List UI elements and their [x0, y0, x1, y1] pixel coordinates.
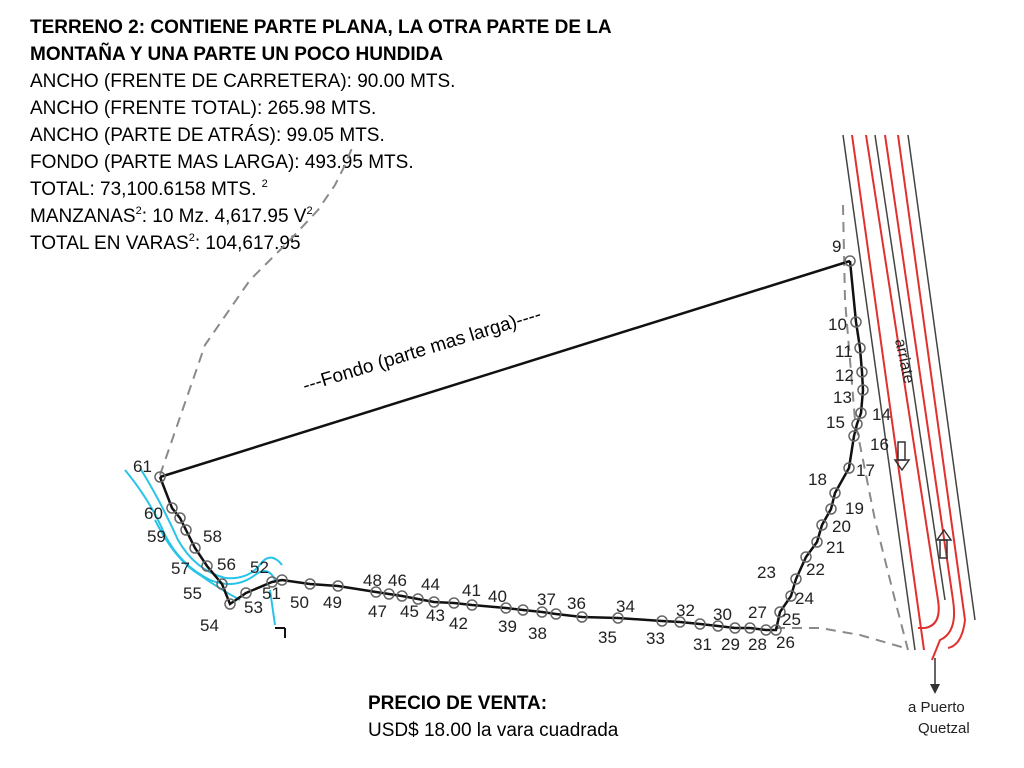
fondo-line: [160, 261, 850, 477]
survey-point-label-54: 54: [200, 616, 219, 635]
destination-label-line-1: a Puerto: [908, 699, 965, 716]
survey-point-label-43: 43: [426, 606, 445, 625]
survey-point-label-61: 61: [133, 457, 152, 476]
survey-point-label-31: 31: [693, 635, 712, 654]
survey-point-label-15: 15: [826, 413, 845, 432]
info-manzanas-value-sup: 2: [306, 205, 313, 217]
survey-point-label-42: 42: [449, 614, 468, 633]
survey-point-label-23: 23: [757, 563, 776, 582]
info-title-line-2: MONTAÑA Y UNA PARTE UN POCO HUNDIDA: [30, 44, 444, 65]
survey-point-label-13: 13: [833, 388, 852, 407]
survey-point-label-56: 56: [217, 555, 236, 574]
survey-point-label-27: 27: [748, 603, 767, 622]
survey-point-label-53: 53: [244, 598, 263, 617]
survey-point-label-36: 36: [567, 594, 586, 613]
survey-point-label-12: 12: [835, 366, 854, 385]
info-manzanas-value: : 10 Mz. 4,617.95 V: [141, 206, 307, 227]
info-title-line-1: TERRENO 2: CONTIENE PARTE PLANA, LA OTRA PARTE DE LA: [30, 17, 612, 38]
road-u-turn-edge: [932, 600, 954, 660]
info-manzanas-sup: 2: [135, 205, 142, 217]
survey-point-label-50: 50: [290, 593, 309, 612]
survey-point-label-40: 40: [488, 587, 507, 606]
survey-point-label-57: 57: [171, 559, 190, 578]
survey-point-label-39: 39: [498, 617, 517, 636]
road-red-line-3: [885, 135, 953, 600]
survey-point-label-59: 59: [147, 527, 166, 546]
survey-point-label-28: 28: [748, 635, 767, 654]
survey-point-label-29: 29: [721, 635, 740, 654]
road-edge-left: [843, 135, 918, 650]
survey-point-label-26: 26: [776, 633, 795, 652]
survey-point-label-10: 10: [828, 315, 847, 334]
survey-point-label-9: 9: [832, 237, 842, 256]
survey-point-label-47: 47: [368, 602, 387, 621]
info-varas-sup: 2: [188, 232, 195, 244]
road-exit-curve: [948, 620, 965, 648]
arriate-label: arriate: [891, 337, 918, 386]
survey-point-label-35: 35: [598, 628, 617, 647]
survey-point-label-33: 33: [646, 629, 665, 648]
survey-point-label-24: 24: [795, 589, 814, 608]
info-fondo: FONDO (PARTE MAS LARGA): 493.95 MTS.: [30, 152, 414, 173]
survey-point-label-55: 55: [183, 584, 202, 603]
survey-point-label-60: 60: [144, 504, 163, 523]
info-ancho-atras: ANCHO (PARTE DE ATRÁS): 99.05 MTS.: [30, 125, 385, 146]
survey-point-label-58: 58: [203, 527, 222, 546]
survey-point-label-45: 45: [400, 602, 419, 621]
survey-point-label-41: 41: [462, 581, 481, 600]
info-ancho-carretera: ANCHO (FRENTE DE CARRETERA): 90.00 MTS.: [30, 71, 456, 92]
survey-point-label-25: 25: [782, 610, 801, 629]
survey-point-label-34: 34: [616, 597, 635, 616]
info-varas-label: TOTAL EN VARAS: [30, 233, 189, 254]
survey-point-label-18: 18: [808, 470, 827, 489]
survey-point-label-21: 21: [826, 538, 845, 557]
fondo-label: ---Fondo (parte mas larga)----: [300, 304, 544, 397]
survey-point-label-30: 30: [713, 605, 732, 624]
info-total-sup: 2: [261, 178, 268, 190]
road-edge-right: [908, 135, 975, 620]
survey-point-label-44: 44: [421, 575, 440, 594]
direction-arrow-down-icon: [930, 658, 940, 694]
survey-point-label-20: 20: [832, 517, 851, 536]
info-varas-value: : 104,617.95: [194, 233, 301, 254]
survey-point-label-51: 51: [262, 584, 281, 603]
survey-point-label-32: 32: [676, 601, 695, 620]
price-block: [368, 690, 618, 744]
survey-point-label-19: 19: [845, 499, 864, 518]
survey-point-label-16: 16: [870, 435, 889, 454]
survey-point-label-17: 17: [856, 461, 875, 480]
destination-label-line-2: Quetzal: [918, 720, 970, 737]
survey-point-label-52: 52: [250, 558, 269, 577]
survey-point-label-11: 11: [835, 342, 853, 361]
survey-point-label-14: 14: [872, 405, 891, 424]
survey-point-label-37: 37: [537, 590, 556, 609]
survey-point-label-49: 49: [323, 593, 342, 612]
survey-point-label-22: 22: [806, 560, 825, 579]
info-total-text: TOTAL: 73,100.6158 MTS.: [30, 179, 262, 200]
info-manzanas-label: MANZANAS: [30, 206, 136, 227]
survey-point-label-46: 46: [388, 571, 407, 590]
survey-tick-mark: [275, 628, 285, 638]
info-ancho-total: ANCHO (FRENTE TOTAL): 265.98 MTS.: [30, 98, 377, 119]
survey-point-label-38: 38: [528, 624, 547, 643]
price-value: USD$ 18.00 la vara cuadrada: [368, 720, 619, 741]
survey-point-label-48: 48: [363, 571, 382, 590]
price-label: PRECIO DE VENTA:: [368, 693, 548, 714]
